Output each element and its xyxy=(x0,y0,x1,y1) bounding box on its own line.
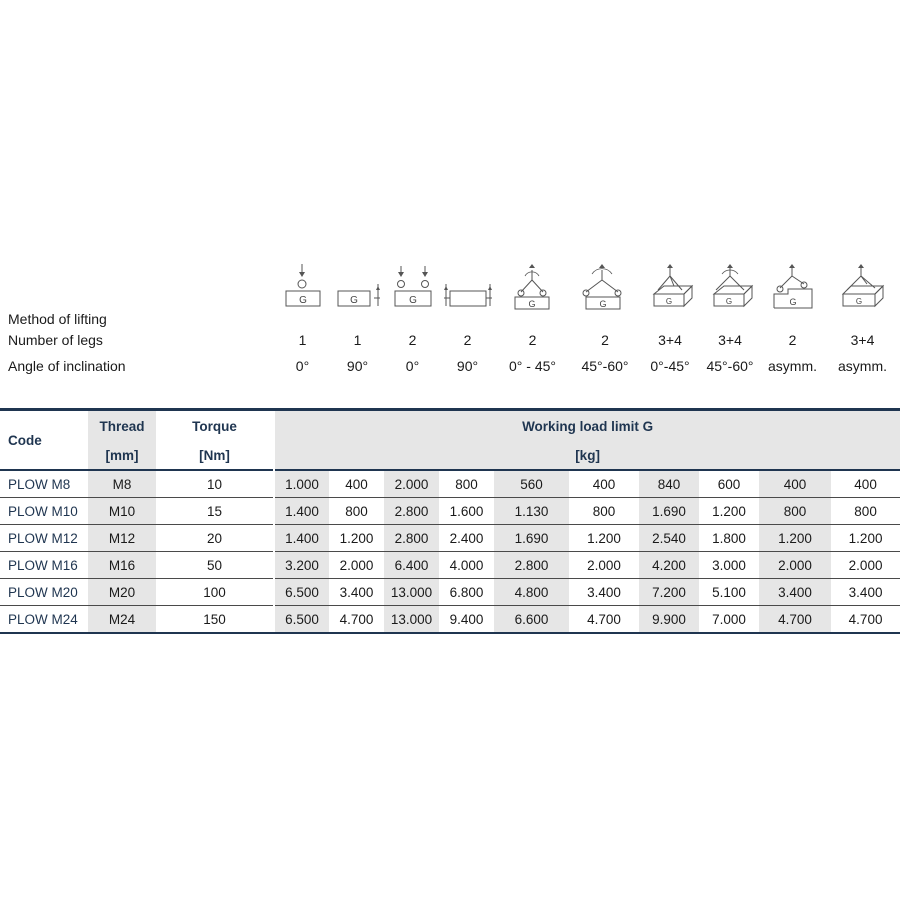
load-value-cell: 1.690 xyxy=(639,498,699,525)
table-row xyxy=(0,606,900,634)
thread-cell: M10 xyxy=(88,498,156,525)
lift-3-4-leg-0-45-icon xyxy=(640,262,700,322)
load-value-cell: 3.400 xyxy=(569,579,639,606)
load-value-cell: 6.500 xyxy=(274,579,329,606)
load-symbol: G xyxy=(599,299,607,309)
angle-value: asymm. xyxy=(768,358,817,374)
torque-cell: 100 xyxy=(156,579,274,606)
legs-value: 2 xyxy=(528,332,537,348)
torque-cell: 15 xyxy=(156,498,274,525)
method-col-6 xyxy=(570,262,640,382)
legs-value: 3+4 xyxy=(850,332,875,348)
load-value-cell: 1.130 xyxy=(494,498,569,525)
load-value-cell: 1.800 xyxy=(699,525,759,552)
code-cell: PLOW M16 xyxy=(0,552,88,579)
load-value-cell: 800 xyxy=(831,498,900,525)
lift-2-leg-vertical-icon xyxy=(385,262,440,322)
load-value-cell: 3.400 xyxy=(831,579,900,606)
lifting-methods xyxy=(275,262,900,382)
load-value-cell: 1.690 xyxy=(494,525,569,552)
load-value-cell: 2.800 xyxy=(384,498,439,525)
load-value-cell: 2.000 xyxy=(569,552,639,579)
load-value-cell: 6.800 xyxy=(439,579,494,606)
code-cell: PLOW M20 xyxy=(0,579,88,606)
code-cell: PLOW M8 xyxy=(0,470,88,498)
load-value-cell: 2.800 xyxy=(384,525,439,552)
thread-cell: M8 xyxy=(88,470,156,498)
method-col-5 xyxy=(495,262,570,382)
angle-value: 0°-45° xyxy=(650,358,690,374)
load-value-cell: 5.100 xyxy=(699,579,759,606)
load-value-cell: 3.000 xyxy=(699,552,759,579)
lift-3-4-leg-asymm-icon xyxy=(825,262,900,322)
angle-value: 0° xyxy=(405,358,420,374)
load-value-cell: 1.200 xyxy=(831,525,900,552)
table-row xyxy=(0,525,900,552)
load-symbol: G xyxy=(665,297,673,306)
load-value-cell: 840 xyxy=(639,470,699,498)
method-col-7 xyxy=(640,262,700,382)
thread-cell: M16 xyxy=(88,552,156,579)
header-torque-unit: [Nm] xyxy=(156,441,274,470)
load-value-cell: 1.200 xyxy=(759,525,831,552)
load-value-cell: 13.000 xyxy=(384,579,439,606)
load-value-cell: 2.000 xyxy=(329,552,384,579)
torque-cell: 20 xyxy=(156,525,274,552)
header-thread-unit: [mm] xyxy=(88,441,156,470)
angle-value: 90° xyxy=(346,358,369,374)
legs-value: 2 xyxy=(408,332,417,348)
load-value-cell: 1.600 xyxy=(439,498,494,525)
torque-cell: 10 xyxy=(156,470,274,498)
load-value-cell: 2.400 xyxy=(439,525,494,552)
angle-value: 0° - 45° xyxy=(509,358,556,374)
thread-cell: M12 xyxy=(88,525,156,552)
load-value-cell: 6.500 xyxy=(274,606,329,634)
header-working-load-unit: [kg] xyxy=(274,441,900,470)
lift-1-leg-vertical-icon xyxy=(275,262,330,322)
load-value-cell: 800 xyxy=(439,470,494,498)
legs-value: 2 xyxy=(788,332,797,348)
number-of-legs-label: Number of legs xyxy=(8,332,103,348)
load-value-cell: 2.540 xyxy=(639,525,699,552)
table-row xyxy=(0,498,900,525)
load-value-cell: 1.200 xyxy=(329,525,384,552)
load-value-cell: 800 xyxy=(759,498,831,525)
angle-value: 45°-60° xyxy=(581,358,629,374)
load-value-cell: 800 xyxy=(329,498,384,525)
lift-1-leg-side-icon xyxy=(330,262,385,322)
load-value-cell: 560 xyxy=(494,470,569,498)
method-col-4 xyxy=(440,262,495,382)
load-value-cell: 1.400 xyxy=(274,525,329,552)
load-value-cell: 1.000 xyxy=(274,470,329,498)
load-value-cell: 4.700 xyxy=(569,606,639,634)
load-value-cell: 2.800 xyxy=(494,552,569,579)
legs-value: 1 xyxy=(353,332,362,348)
header-code: Code xyxy=(0,410,88,471)
load-value-cell: 7.000 xyxy=(699,606,759,634)
load-value-cell: 2.000 xyxy=(759,552,831,579)
load-symbol: G xyxy=(409,295,417,306)
legs-value: 1 xyxy=(298,332,307,348)
load-value-cell: 3.400 xyxy=(759,579,831,606)
load-value-cell: 400 xyxy=(329,470,384,498)
load-value-cell: 800 xyxy=(569,498,639,525)
load-value-cell: 7.200 xyxy=(639,579,699,606)
torque-cell: 50 xyxy=(156,552,274,579)
method-col-8 xyxy=(700,262,760,382)
load-value-cell: 4.700 xyxy=(831,606,900,634)
load-symbol: G xyxy=(528,299,536,309)
legs-value: 2 xyxy=(601,332,609,348)
load-symbol: G xyxy=(725,297,733,306)
lift-3-4-leg-45-60-icon xyxy=(700,262,760,322)
lift-2-leg-asymm-icon xyxy=(760,262,825,322)
table-row xyxy=(0,579,900,606)
method-col-10 xyxy=(825,262,900,382)
code-cell: PLOW M24 xyxy=(0,606,88,634)
load-value-cell: 400 xyxy=(831,470,900,498)
lift-2-leg-side-icon xyxy=(440,262,495,322)
angle-of-inclination-label: Angle of inclination xyxy=(8,358,126,374)
load-symbol: G xyxy=(789,297,797,307)
load-value-cell: 4.700 xyxy=(329,606,384,634)
load-value-cell: 1.200 xyxy=(699,498,759,525)
load-symbol: G xyxy=(855,297,863,306)
thread-cell: M20 xyxy=(88,579,156,606)
load-value-cell: 6.600 xyxy=(494,606,569,634)
load-value-cell: 4.700 xyxy=(759,606,831,634)
thread-cell: M24 xyxy=(88,606,156,634)
load-value-cell: 400 xyxy=(569,470,639,498)
angle-value: 90° xyxy=(456,358,479,374)
angle-value: 0° xyxy=(295,358,310,374)
load-value-cell: 4.800 xyxy=(494,579,569,606)
method-of-lifting-label: Method of lifting xyxy=(8,311,107,327)
method-col-2 xyxy=(330,262,385,382)
load-value-cell: 13.000 xyxy=(384,606,439,634)
load-value-cell: 2.000 xyxy=(831,552,900,579)
angle-value: 45°-60° xyxy=(706,358,754,374)
load-value-cell: 600 xyxy=(699,470,759,498)
torque-cell: 150 xyxy=(156,606,274,634)
load-value-cell: 9.400 xyxy=(439,606,494,634)
load-value-cell: 2.000 xyxy=(384,470,439,498)
working-load-table xyxy=(0,408,900,634)
load-symbol: G xyxy=(299,295,307,306)
angle-value: asymm. xyxy=(838,358,887,374)
load-value-cell: 3.400 xyxy=(329,579,384,606)
load-symbol: G xyxy=(350,295,358,306)
load-value-cell: 9.900 xyxy=(639,606,699,634)
legs-value: 2 xyxy=(463,332,472,348)
load-value-cell: 4.200 xyxy=(639,552,699,579)
header-working-load-limit: Working load limit G xyxy=(274,410,900,442)
code-cell: PLOW M10 xyxy=(0,498,88,525)
method-col-3 xyxy=(385,262,440,382)
load-value-cell: 6.400 xyxy=(384,552,439,579)
table-row xyxy=(0,552,900,579)
load-value-cell: 3.200 xyxy=(274,552,329,579)
code-cell: PLOW M12 xyxy=(0,525,88,552)
header-thread: Thread xyxy=(88,410,156,442)
header-torque: Torque xyxy=(156,410,274,442)
lift-2-leg-0-45-icon xyxy=(495,262,570,322)
load-value-cell: 400 xyxy=(759,470,831,498)
table-row xyxy=(0,470,900,498)
lift-2-leg-45-60-icon xyxy=(570,262,640,322)
load-value-cell: 1.200 xyxy=(569,525,639,552)
method-col-9 xyxy=(760,262,825,382)
legs-value: 3+4 xyxy=(718,332,742,348)
legs-value: 3+4 xyxy=(658,332,682,348)
load-value-cell: 4.000 xyxy=(439,552,494,579)
method-col-1 xyxy=(275,262,330,382)
load-value-cell: 1.400 xyxy=(274,498,329,525)
